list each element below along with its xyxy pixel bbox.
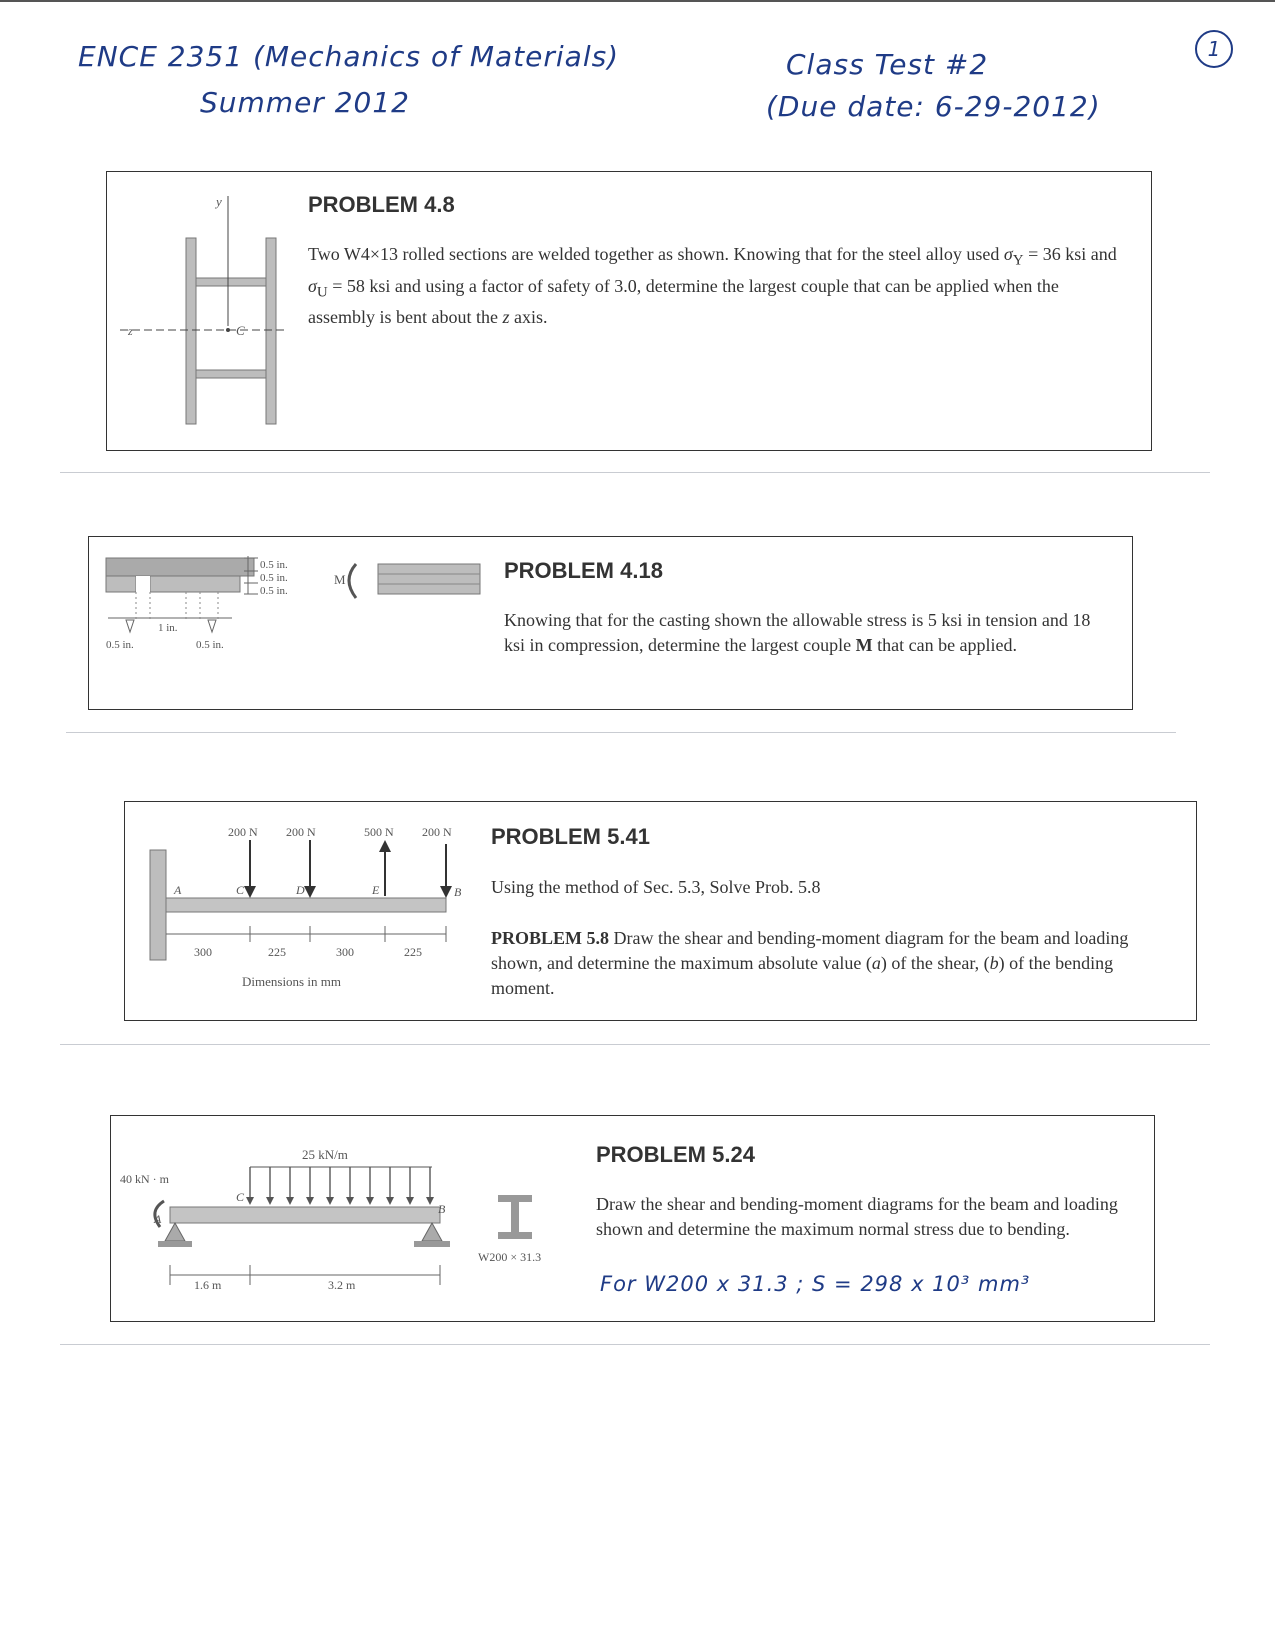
separator	[60, 472, 1210, 473]
problem-5-24-text: Draw the shear and bending-moment diagrams for the beam and loading shown and determine the maximum normal stress due to bending.	[596, 1194, 1118, 1239]
course-title: ENCE 2351 (Mechanics of Materials)	[78, 40, 620, 73]
span-label: 300	[194, 945, 212, 959]
problem-4-18-title: PROBLEM 4.18	[504, 558, 663, 583]
span-label: 3.2 m	[328, 1278, 356, 1292]
problem-5-41-figure	[140, 822, 475, 1000]
fig-label-z: z	[128, 324, 133, 338]
problem-4-8-title: PROBLEM 4.8	[308, 192, 455, 217]
load-label: 200 N	[286, 825, 316, 839]
separator	[60, 1344, 1210, 1345]
problem-5-8-text: PROBLEM 5.8 Draw the shear and bending-moment diagram for the beam and loading shown, and determine the maximum absolute value (a) of the shear, (b) of the bending moment.	[491, 928, 1129, 998]
term: Summer 2012	[200, 86, 410, 119]
dim-label: 1 in.	[158, 622, 178, 634]
point-label: A	[154, 1212, 162, 1226]
problem-4-8-figure	[120, 190, 300, 440]
load-label: 500 N	[364, 825, 394, 839]
dim-label: 0.5 in.	[106, 639, 134, 651]
span-label: 225	[268, 945, 286, 959]
load-label: 25 kN/m	[302, 1147, 348, 1162]
dim-label: 0.5 in.	[260, 585, 288, 597]
moment-label: 40 kN · m	[120, 1172, 169, 1186]
due-date: (Due date: 6-29-2012)	[766, 90, 1101, 123]
section-label: W200 × 31.3	[478, 1250, 542, 1264]
point-label: E	[372, 883, 380, 897]
problem-5-24-title: PROBLEM 5.24	[596, 1142, 755, 1167]
point-label: C	[236, 1190, 245, 1204]
scan-edge	[0, 0, 1275, 2]
problem-5-41-title: PROBLEM 5.41	[491, 824, 650, 849]
span-label: 1.6 m	[194, 1278, 222, 1292]
problem-5-24-figure	[120, 1145, 590, 1310]
handwritten-note: For W200 x 31.3 ; S = 298 x 10³ mm³	[600, 1272, 1031, 1296]
point-label: B	[438, 1202, 446, 1216]
point-label: D	[296, 883, 305, 897]
dim-label: 0.5 in.	[196, 639, 224, 651]
dim-label: 0.5 in.	[260, 559, 288, 571]
test-title: Class Test #2	[786, 48, 989, 81]
separator	[66, 732, 1176, 733]
separator	[60, 1044, 1210, 1045]
load-label: 200 N	[228, 825, 258, 839]
point-label: B	[454, 885, 462, 899]
dim-label: 0.5 in.	[260, 572, 288, 584]
load-label: 200 N	[422, 825, 452, 839]
fig-label-c: C	[236, 323, 245, 338]
span-label: 225	[404, 945, 422, 959]
problem-4-18-figure	[98, 548, 490, 686]
problem-4-8-text: Two W4×13 rolled sections are welded together as shown. Knowing that for the steel alloy used $\sigma_Y = 36$ ksi and $\sigma_U = 58$ ksi and using a factor of safety of 3.0, determine the largest couple that can be applied when the assembly is bent about the z axis.	[308, 244, 1117, 328]
point-label: C	[236, 883, 245, 897]
problem-4-18-text: Knowing that for the casting shown the allowable stress is 5 ksi in tension and 18 ksi in compression, determine the largest couple M that can be applied.	[504, 610, 1091, 655]
page-number: 1	[1195, 30, 1233, 68]
point-label: A	[174, 883, 182, 897]
dims-note: Dimensions in mm	[242, 974, 341, 989]
problem-5-41-text: Using the method of Sec. 5.3, Solve Prob. 5.8	[491, 877, 821, 897]
fig-label-y: y	[216, 194, 222, 209]
span-label: 300	[336, 945, 354, 959]
moment-label: M	[334, 572, 346, 587]
